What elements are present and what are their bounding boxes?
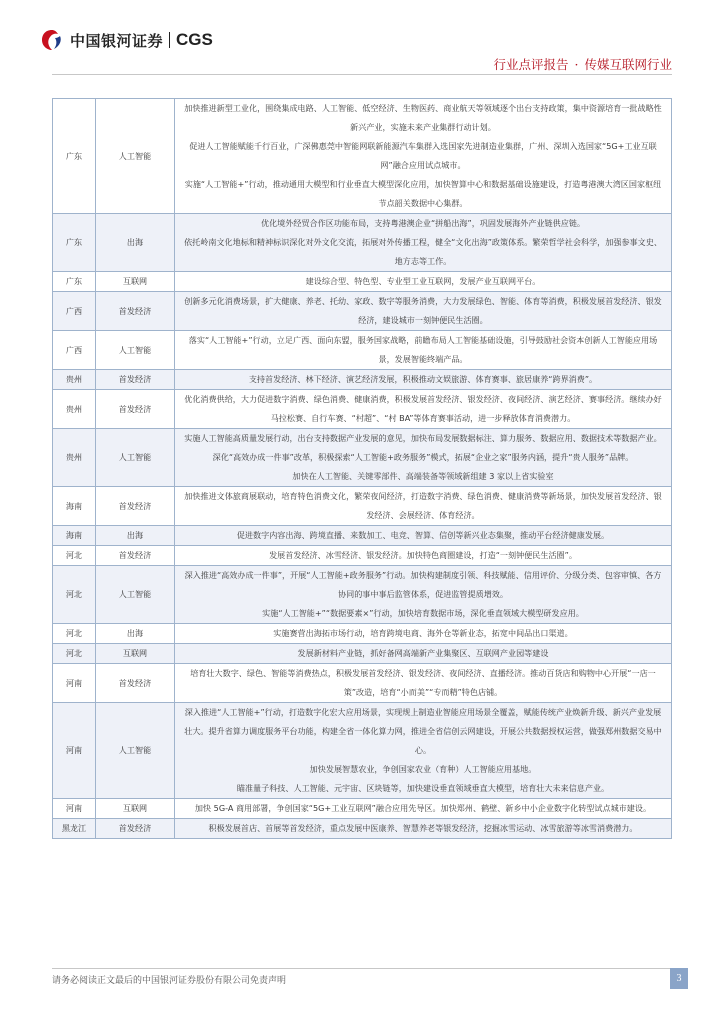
policy-content-cell [175, 292, 672, 331]
title-separator: · [574, 57, 579, 72]
category-cell: 首发经济 [96, 292, 175, 331]
province-cell: 河北 [53, 546, 96, 566]
page-header [0, 0, 724, 100]
province-cell: 海南 [53, 487, 96, 526]
policy-content-cell [175, 799, 672, 819]
province-cell: 河南 [53, 664, 96, 703]
footer-divider [52, 968, 672, 969]
table-row [53, 487, 672, 526]
table-row [53, 664, 672, 703]
category-cell: 首发经济 [96, 546, 175, 566]
disclaimer-text: 请务必阅读正文最后的中国银河证券股份有限公司免责声明 [52, 976, 287, 986]
company-logo [40, 28, 213, 52]
policy-content-cell [175, 526, 672, 546]
policy-paragraph: 优化消费供给，大力促进数字消费、绿色消费、健康消费，积极发展首发经济、银发经济、夜间经济、演艺经济、赛事经济。继续办好马拉松赛、自行车赛、“村超”、“村 BA”等体育赛事活动，进一步释放体育消费潜力。 [184, 394, 662, 423]
policy-paragraph: 培育壮大数字、绿色、智能等消费热点，积极发展首发经济、银发经济、夜间经济、直播经济。推动百货店和购物中心开展“一店一策”改造，培育“小而美”“专而精”特色店铺。 [190, 668, 656, 697]
policy-paragraph: 加快推进新型工业化，围绕集成电路、人工智能、低空经济、生物医药、商业航天等领域逐个出台支持政策，集中资源培育一批战略性新兴产业，实施未来产业集群行动计划。 [184, 103, 662, 132]
category-cell: 首发经济 [96, 664, 175, 703]
province-cell: 河北 [53, 566, 96, 624]
category-cell: 出海 [96, 526, 175, 546]
policy-content-cell [175, 664, 672, 703]
table-row [53, 292, 672, 331]
table-row [53, 819, 672, 839]
policy-content-cell [175, 272, 672, 292]
table-row [53, 429, 672, 487]
province-cell: 河北 [53, 644, 96, 664]
report-type: 行业点评报告 [493, 57, 569, 72]
policy-paragraph: 发展新材料产业链，抓好备网高端新产业集聚区、互联网产业园等建设 [297, 648, 549, 658]
policy-paragraph: 促进数字内容出海、跨境直播、来数加工、电竞、智算、信创等新兴业态集聚，推动平台经济健康发展。 [236, 530, 610, 540]
policy-content-cell [175, 331, 672, 370]
category-cell: 出海 [96, 624, 175, 644]
policy-paragraph: 发展首发经济、冰雪经济、银发经济。加快特色商圈建设，打造“一刻钟便民生活圈”。 [269, 550, 577, 560]
category-cell: 人工智能 [96, 331, 175, 370]
category-cell: 人工智能 [96, 429, 175, 487]
table-row [53, 370, 672, 390]
policy-paragraph: 加快 5G-A 商用部署，争创国家“5G+工业互联网”融合应用先导区。加快郑州、鹤壁、新乡中小企业数字化转型试点城市建设。 [194, 803, 652, 813]
policy-paragraph: 瞄准量子科技、人工智能、元宇宙、区块链等，加快建设垂直领域垂直大模型，培育壮大未来信息产业。 [236, 783, 610, 793]
policy-paragraph: 优化境外经贸合作区功能布局，支持粤港澳企业“拼船出海”，巩固发展海外产业链供应链。 [260, 218, 586, 228]
table-row [53, 99, 672, 214]
category-cell: 人工智能 [96, 566, 175, 624]
policy-paragraph: 实施“人工智能+”行动，推动通用大模型和行业垂直大模型深化应用，加快智算中心和数据基础设施建设，打造粤港澳大湾区国家枢纽节点韶关数据中心集群。 [184, 179, 662, 208]
policy-content-cell [175, 487, 672, 526]
province-cell: 海南 [53, 526, 96, 546]
category-cell: 出海 [96, 214, 175, 272]
policy-paragraph: 加快发展智慧农业，争创国家农业（育种）人工智能应用基地。 [309, 764, 537, 774]
policy-content-cell [175, 566, 672, 624]
policy-content-cell [175, 819, 672, 839]
policy-content-cell [175, 214, 672, 272]
table-row [53, 390, 672, 429]
province-cell: 河北 [53, 624, 96, 644]
policy-content-cell [175, 624, 672, 644]
policy-content-cell [175, 546, 672, 566]
province-cell: 广东 [53, 214, 96, 272]
table-row [53, 566, 672, 624]
category-cell: 互联网 [96, 644, 175, 664]
policy-table [52, 98, 672, 839]
category-cell: 首发经济 [96, 370, 175, 390]
policy-paragraph: 建设综合型、特色型、专业型工业互联网，发展产业互联网平台。 [305, 276, 541, 286]
category-cell: 互联网 [96, 272, 175, 292]
province-cell: 贵州 [53, 429, 96, 487]
category-cell: 首发经济 [96, 487, 175, 526]
province-cell: 广东 [53, 99, 96, 214]
policy-paragraph: 实施赛营出海拓市场行动，培育跨境电商、海外仓等新业态，拓宽中间品出口渠道。 [273, 628, 573, 638]
policy-paragraph: 依托岭南文化地标和精神标识深化对外文化交流，拓展对外传播工程，健全“文化出海”政策体系。繁荣哲学社会科学，加强参事文史、地方志等工作。 [184, 237, 662, 266]
policy-paragraph: 支持首发经济、林下经济、演艺经济发展，积极推动文娱旅游、体育赛事、旅居康养“跨界消费”。 [248, 374, 598, 384]
logo-chinese-name: 中国银河证券 [70, 31, 164, 50]
province-cell: 贵州 [53, 370, 96, 390]
header-divider [52, 74, 672, 75]
policy-paragraph: 深入推进“高效办成一件事”，开展“人工智能+政务服务”行动。加快构建制度引领、科技赋能、信用评价、分级分类、包容审慎、各方协同的事中事后监管体系，促进监管提质增效。 [184, 570, 662, 599]
category-cell: 首发经济 [96, 819, 175, 839]
policy-paragraph: 实施人工智能高质量发展行动，出台支持数据产业发展的意见，加快布局发展数据标注、算力服务、数据应用、数据技术等数据产业。 [184, 433, 662, 443]
policy-paragraph: 深化“高效办成一件事”改革，积极探索“人工智能+政务服务”模式，拓展“企业之家”服务内涵，提升“贵人服务”品牌。 [212, 452, 634, 462]
policy-content-cell [175, 703, 672, 799]
category-cell: 人工智能 [96, 99, 175, 214]
province-cell: 广西 [53, 292, 96, 331]
policy-paragraph: 加快在人工智能、关键零部件、高端装备等领域新组建 3 家以上省实验室 [292, 471, 554, 481]
table-row [53, 703, 672, 799]
logo-english-name: CGS [176, 30, 213, 49]
table-row [53, 214, 672, 272]
logo-separator [169, 32, 170, 48]
policy-table-body [53, 99, 672, 839]
policy-content-cell [175, 429, 672, 487]
category-cell: 互联网 [96, 799, 175, 819]
policy-content-cell [175, 644, 672, 664]
table-row [53, 272, 672, 292]
province-cell: 贵州 [53, 390, 96, 429]
policy-paragraph: 加快推进文体旅商展联动，培育特色消费文化，繁荣夜间经济，打造数字消费、绿色消费、健康消费等新场景，加快发展首发经济、银发经济、会展经济、体育经济。 [184, 491, 662, 520]
table-row [53, 644, 672, 664]
policy-content-cell [175, 390, 672, 429]
industry-name: 传媒互联网行业 [584, 57, 672, 72]
report-title [493, 55, 672, 73]
policy-paragraph: 实施“人工智能+”“数据要素×”行动，加快培育数据市场，深化垂直领域大模型研发应用。 [262, 608, 584, 618]
province-cell: 河南 [53, 799, 96, 819]
province-cell: 河南 [53, 703, 96, 799]
page-number: 3 [670, 968, 688, 989]
province-cell: 黑龙江 [53, 819, 96, 839]
policy-content-cell [175, 370, 672, 390]
province-cell: 广西 [53, 331, 96, 370]
policy-paragraph: 落实“人工智能+”行动，立足广西、面向东盟，服务国家战略，前瞻布局人工智能基础设施，引导鼓励社会资本创新人工智能应用场景，发展智能终端产品。 [188, 335, 658, 364]
policy-content-cell [175, 99, 672, 214]
policy-paragraph: 促进人工智能赋能千行百业，广深佛惠莞中智能网联新能源汽车集群入选国家先进制造业集群，广州、深圳入选国家“5G+工业互联网”融合应用试点城市。 [189, 141, 657, 170]
policy-paragraph: 深入推进“人工智能+”行动，打造数字化宏大应用场景，实现规上制造业智能应用场景全覆盖，赋能传统产业焕新升级、新兴产业发展壮大。提升省算力调度服务平台功能，构建全省一体化算力网，推进全省信创云网建设，开展公共数据授权运营，做强郑州数据交易中心。 [184, 707, 662, 755]
policy-paragraph: 积极发展首店、首展等首发经济，重点发展中医康养、智慧养老等银发经济，挖掘冰雪运动、冰雪旅游等冰雪消费潜力。 [208, 823, 638, 833]
province-cell: 广东 [53, 272, 96, 292]
category-cell: 人工智能 [96, 703, 175, 799]
table-row [53, 526, 672, 546]
cgs-logo-icon [40, 28, 64, 52]
table-row [53, 546, 672, 566]
table-row [53, 799, 672, 819]
table-row [53, 331, 672, 370]
category-cell: 首发经济 [96, 390, 175, 429]
table-row [53, 624, 672, 644]
policy-paragraph: 创新多元化消费场景，扩大健康、养老、托幼、家政、数字等服务消费，大力发展绿色、智能、体育等消费，积极发展首发经济、银发经济，建设城市一刻钟便民生活圈。 [184, 296, 662, 325]
